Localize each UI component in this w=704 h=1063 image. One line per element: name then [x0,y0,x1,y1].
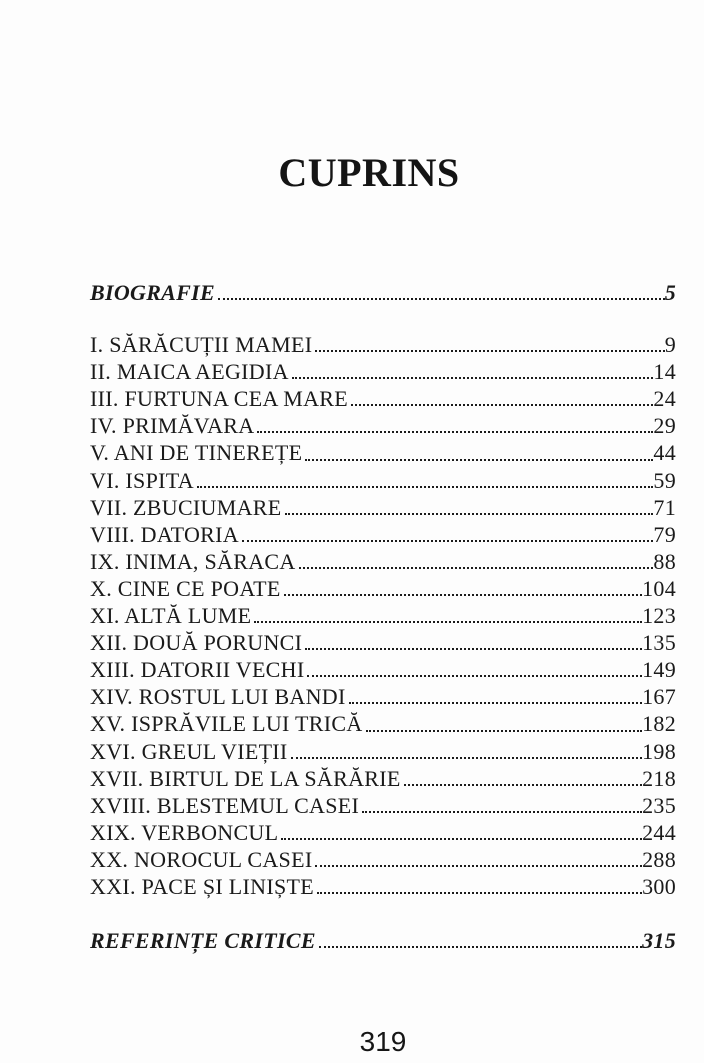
toc-entry-row [90,738,676,765]
page-folio-number: 319 [359,1026,407,1058]
dot-leader [404,765,643,786]
dot-leader [305,629,642,650]
toc-entry-page: 198 [642,738,676,764]
toc-entry-page: 300 [642,873,676,899]
toc-entry-page: 182 [642,711,676,737]
toc-entry-label: XVIII. BLESTEMUL CASEI [90,792,360,818]
toc-entry-label: XX. NOROCUL CASEI [90,846,313,872]
toc-entry-page: 244 [642,819,676,845]
toc-entry-label: VII. ZBUCIUMARE [90,494,282,520]
toc-entry-row [90,467,676,494]
dot-leader [281,819,642,840]
toc-entry-page: 88 [653,548,676,574]
toc-entry-row [90,873,676,900]
toc-back-row [90,927,676,954]
dot-leader [319,927,642,948]
dot-leader [197,467,653,488]
toc-entry-page: 315 [642,928,676,954]
toc-entry-page: 79 [653,521,676,547]
toc-entry-row [90,629,676,656]
toc-entry-label: VI. ISPITA [90,467,194,493]
dot-leader [254,602,642,623]
toc-entry-label: BIOGRAFIE [90,280,215,305]
dot-leader [307,656,642,677]
toc-entry-row [90,602,676,629]
dot-leader [284,575,643,596]
toc-entry-page: 218 [642,765,676,791]
dot-leader [299,548,654,569]
dot-leader [305,439,653,460]
toc-entry-page: 135 [642,630,676,656]
toc-entry-page: 9 [664,332,676,358]
dot-leader [366,710,643,731]
toc-entry-label: XIII. DATORII VECHI [90,657,305,683]
toc-entry-row [90,412,676,439]
toc-entry-label: XXI. PACE ȘI LINIȘTE [90,873,314,899]
dot-leader [242,521,653,542]
toc-chapter-list [90,331,676,900]
toc-entry-label: XII. DOUĂ PORUNCI [90,630,303,656]
dot-leader [285,494,654,515]
toc-entry-page: 123 [642,603,676,629]
toc-entry-row [90,494,676,521]
toc-entry-row [90,385,676,412]
toc-entry-label: XV. ISPRĂVILE LUI TRICĂ [90,711,363,737]
toc-entry-row [90,846,676,873]
dot-leader [291,738,643,759]
toc-entry-page: 44 [653,440,676,466]
toc-entry-label: II. MAICA AEGIDIA [90,359,289,385]
toc-entry-label: REFERINȚE CRITICE [90,928,316,954]
toc-entry-label: VIII. DATORIA [90,521,239,547]
toc-entry-page: 71 [653,494,676,520]
toc-entry-label: XVI. GREUL VIEȚII [90,738,288,764]
toc-entry-page: 149 [642,657,676,683]
dot-leader [351,385,653,406]
toc-entry-page: 29 [653,413,676,439]
toc-entry-page: 5 [664,280,676,305]
page-title: CUPRINS [278,150,460,195]
toc-entry-row [90,683,676,710]
toc-entry-label: XIX. VERBONCUL [90,819,279,845]
toc-entry-label: XI. ALTĂ LUME [90,603,252,629]
toc-entry-page: 14 [653,359,676,385]
toc-entry-page: 59 [653,467,676,493]
toc-entry-page: 104 [642,575,676,601]
toc-entry-label: IV. PRIMĂVARA [90,413,255,439]
toc-entry-page: 167 [642,684,676,710]
dot-leader [315,846,642,867]
toc-entry-row [90,358,676,385]
dot-leader [362,792,642,813]
toc-entry-row [90,331,676,358]
dot-leader [218,279,665,300]
toc-entry-label: XVII. BIRTUL DE LA SĂRĂRIE [90,765,401,791]
toc-entry-row [90,548,676,575]
toc-entry-row [90,710,676,737]
toc-entry-label: X. CINE CE POATE [90,575,281,601]
toc-entry-page: 235 [642,792,676,818]
toc-entry-row [90,521,676,548]
toc-entry-row [90,765,676,792]
toc-entry-page: 24 [653,386,676,412]
toc-entry-row [90,819,676,846]
dot-leader [257,412,653,433]
dot-leader [349,683,642,704]
toc-entry-row [90,656,676,683]
toc-entry-label: V. ANI DE TINEREȚE [90,440,303,466]
toc-entry-label: III. FURTUNA CEA MARE [90,386,348,412]
toc-entry-row [90,792,676,819]
dot-leader [292,358,654,379]
toc-entry-page: 288 [642,846,676,872]
toc-front-row [90,279,676,306]
toc-entry-row [90,575,676,602]
toc-entry-label: IX. INIMA, SĂRACA [90,548,296,574]
dot-leader [317,873,642,894]
toc-entry-label: XIV. ROSTUL LUI BANDI [90,684,346,710]
dot-leader [315,331,664,352]
toc-entry-row [90,439,676,466]
toc-entry-label: I. SĂRĂCUȚII MAMEI [90,332,313,358]
